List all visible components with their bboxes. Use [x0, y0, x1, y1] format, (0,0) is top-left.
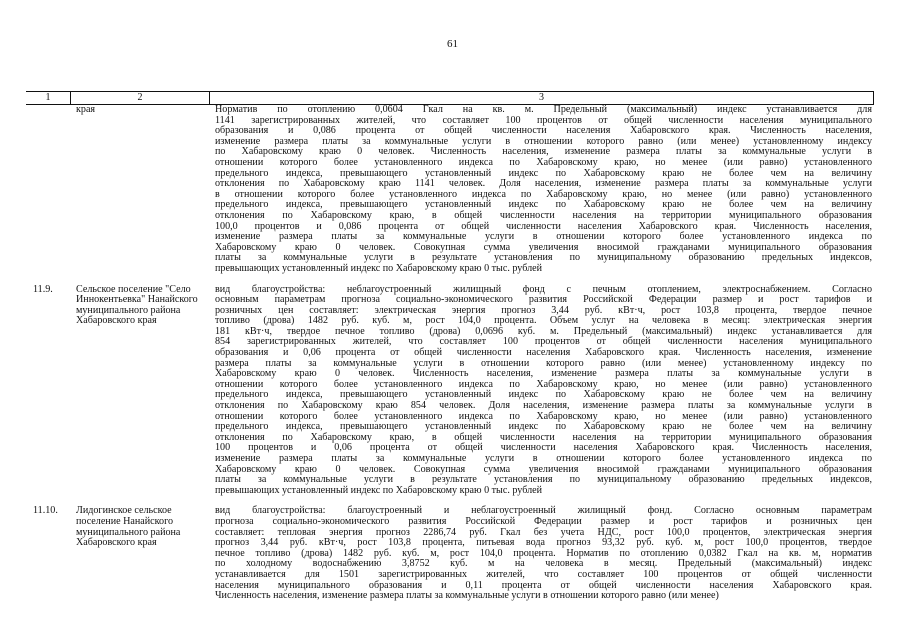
- row-locality: Сельское поселение "Село Иннокентьевка" Нанайского муниципального района Хабаровского края: [76, 283, 198, 327]
- row-description: [209, 285, 874, 497]
- description-line: Хабаровскому краю 0 человек. Численность населения, изменение размера платы за коммунальные услуги в: [215, 368, 872, 380]
- description-line: изменение размера платы за коммунальные услуги в отношении которого равно (или менее) установленному индексу: [215, 135, 872, 147]
- description-line: платы за коммунальные услуги в результате установления по муниципальному образованию предельных индексов,: [215, 252, 872, 264]
- description-line: отклонения по Хабаровскому краю 1141 человек. Доля населения, изменение размера платы за коммунальные услуги: [215, 178, 872, 190]
- table-body: [26, 105, 874, 602]
- description-line: отклонения по Хабаровскому краю, в общей численности населения на территории муниципального образования: [215, 209, 872, 221]
- description-line: отклонения по Хабаровскому краю, в общей численности населения на территории муниципального образования: [215, 431, 872, 443]
- row-gap: [26, 275, 874, 285]
- row-number: 11.10.: [33, 505, 58, 517]
- row-locality: края: [76, 104, 96, 115]
- description-line: топливо (дрова) 1482 руб. куб. м, рост 104,0 процента. Объем услуг на человека в месяц: электрическая энергия: [215, 315, 872, 327]
- row-number: [26, 105, 70, 275]
- description-line: по Хабаровскому краю 0 человек. Численность населения, изменение размера платы за коммунальные услуги в: [215, 146, 872, 158]
- table-row: [26, 506, 874, 601]
- description-line: отношении которого более установленного индекса по Хабаровскому краю, но менее (или равно) установленного: [215, 378, 872, 390]
- description-line: устанавливается для 1501 зарегистрированных жителей, что составляет 100 процентов от общей численности: [215, 568, 872, 580]
- description-line: 100 процентов и 0,06 процента от общей численности населения Хабаровского края. Численность населения,: [215, 442, 872, 454]
- description-line: отклонения по Хабаровскому краю 854 человек. Доля населения, изменение размера платы за коммунальные услуги в: [215, 400, 872, 412]
- description-line: основным параметрам прогноза социально-экономического развития Российской Федерации размер и рост тарифов и: [215, 294, 872, 306]
- description-line: Норматив по отоплению 0,0604 Гкал на кв. м. Предельный (максимальный) индекс устанавливается для: [215, 104, 872, 115]
- description-line: размера платы за коммунальные услуги в отношении которого равно (или менее) установленному индексу по: [215, 357, 872, 369]
- row-description: [209, 105, 874, 275]
- description-line: Численность населения, изменение размера платы за коммунальные услуги в отношении которого равно (или менее): [215, 590, 719, 602]
- page-number: 61: [447, 38, 458, 50]
- description-line: превышающих установленный индекс по Хабаровскому краю 0 тыс. рублей: [215, 484, 542, 496]
- description-line: 100,0 процентов и 0,086 процента от общей численности населения Хабаровского края. Численность населения,: [215, 220, 872, 232]
- description-line: печное топливо (дрова) 1482 руб. куб. м, рост 104,0 процента. Норматив по отоплению 0,0382 Гкал на кв. м, норматив: [215, 547, 872, 559]
- description-line: в отношении которого более установленного индекса по Хабаровскому краю, но менее (или равно) установленного: [215, 188, 872, 200]
- description-line: образования и 0,06 процента от общей численности населения Хабаровского края. Численность населения, изменение: [215, 347, 872, 359]
- description-line: прогноза социально-экономического развития Российской Федерации размер и рост тарифов и розничных цен: [215, 515, 872, 527]
- description-line: изменение размера платы за коммунальные услуги в отношении которого более установленного индекса по: [215, 453, 872, 464]
- row-locality: Лидогинское сельское поселение Нанайского муниципального района Хабаровского края: [76, 505, 181, 549]
- description-line: превышающих установленный индекс по Хабаровскому краю 0 тыс. рублей: [215, 262, 542, 274]
- table-row: [26, 285, 874, 497]
- tariff-table: [26, 91, 874, 602]
- description-line: вид благоустройства: благоустроенный и неблагоустроенный жилищный фонд. Согласно основным параметрам: [215, 505, 872, 517]
- description-line: образования и 0,086 процента от общей численности населения Хабаровского края. Численность населения,: [215, 125, 872, 137]
- description-line: прогноз 3,44 руб. кВт·ч, рост 103,8 процента, питьевая вода прогноз 93,32 руб. куб. м, рост 100,0 процентов, твердое: [215, 537, 872, 549]
- header-col-2: 2: [70, 92, 209, 104]
- description-line: отношении которого более установленного индекса по Хабаровскому краю, но менее (или равно) установленного: [215, 410, 872, 422]
- description-line: вид благоустройства: неблагоустроенный жилищный фонд с печным отоплением, электроснабжением. Согласно: [215, 283, 872, 295]
- description-line: платы за коммунальные услуги в результате установления по муниципальному образованию предельных индексов,: [215, 474, 872, 486]
- row-description: [209, 506, 874, 601]
- description-line: 1141 зарегистрированных жителей, что составляет 100 процентов от общей численности населения муниципального: [215, 114, 872, 126]
- description-line: предельного индекса, превышающего установленный индекс по Хабаровскому краю не более чем на величину: [215, 199, 872, 211]
- description-line: составляет: тепловая энергия прогноз 2286,74 руб. Гкал без учета НДС, рост 100,0 процентов, электрическая энергия: [215, 526, 872, 538]
- description-line: 181 кВт·ч, твердое печное топливо (дрова) 0,0696 куб. м. Предельный (максимальный) индекс устанавливается для: [215, 325, 872, 337]
- header-col-1: 1: [45, 92, 51, 103]
- header-col-3: 3: [209, 92, 874, 104]
- description-line: населения муниципального образования и 0,11 процента от общей численности населения Хабаровского края.: [215, 579, 872, 591]
- description-line: изменение размера платы за коммунальные услуги в отношении которого более установленного индекса по: [215, 231, 872, 243]
- description-line: предельного индекса, превышающего установленный индекс по Хабаровскому краю не более чем на величину: [215, 421, 872, 433]
- table-row: [26, 105, 874, 275]
- description-line: предельного индекса, превышающего установленный индекс по Хабаровскому краю не более чем на величину: [215, 167, 872, 179]
- description-line: отношении которого более установленного индекса по Хабаровскому краю, но менее (или равно) установленного: [215, 156, 872, 168]
- description-line: Хабаровскому краю 0 человек. Совокупная сумма увеличения вносимой гражданами муниципального образования: [215, 241, 872, 253]
- description-line: 854 зарегистрированных жителей, что составляет 100 процентов от общей численности населения муниципального: [215, 336, 872, 348]
- description-line: предельного индекса, превышающего установленный индекс по Хабаровскому краю не более чем на величину: [215, 389, 872, 401]
- table-header-row: [26, 91, 874, 105]
- description-line: Хабаровскому краю 0 человек. Совокупная сумма увеличения вносимой гражданами муниципального образования: [215, 463, 872, 475]
- row-number: 11.9.: [33, 283, 53, 295]
- description-line: по холодному водоснабжению 3,8752 куб. м на человека в месяц. Предельный (максимальный) индекс: [215, 558, 872, 570]
- description-line: розничных цен составляет: электрическая энергия прогноз 3,44 руб. кВт·ч, рост 103,8 процента, твердое печное: [215, 304, 872, 316]
